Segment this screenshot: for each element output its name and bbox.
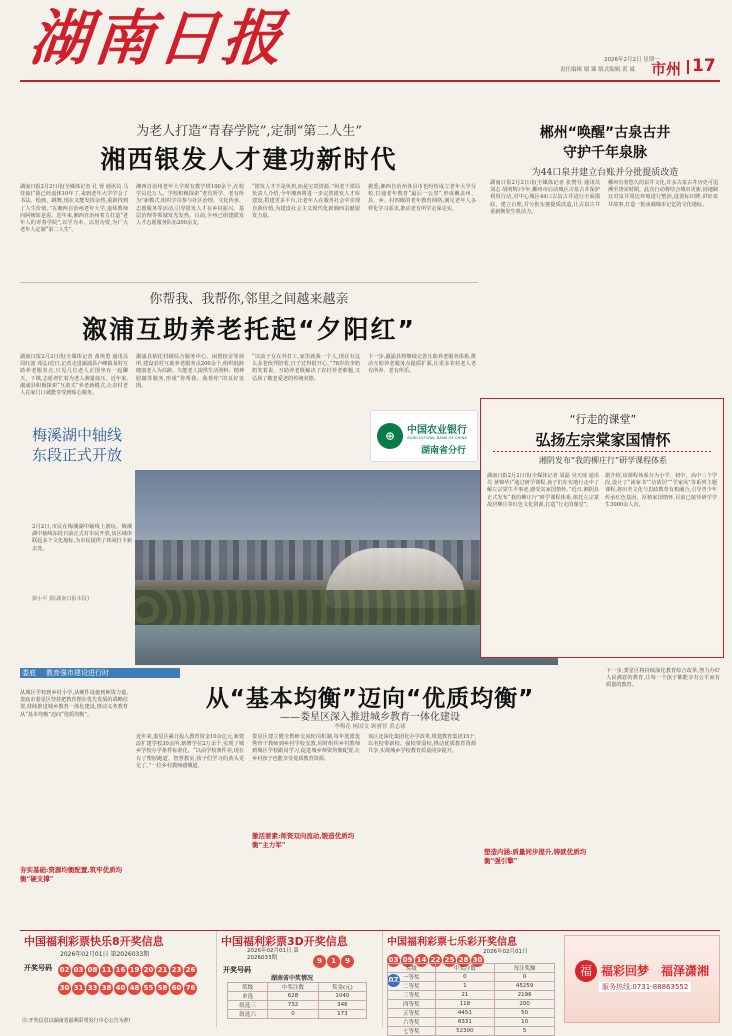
date-line: 2026年2月2日 星期一 xyxy=(604,57,660,63)
article-col: 溆浦县依托村级综合服务中心、闲置校舍等场所,建设农村互助养老服务点200余个,组织低龄健康老人为高龄、失能老人提供生活照料、精神慰藉等服务,形成“你帮我、我帮你”的良好氛围。 xyxy=(136,354,244,389)
lottery-kl8 xyxy=(20,931,208,1027)
lottery-special-ball: 07 xyxy=(387,974,400,987)
article-subhead: 激活要素:师资双向流动,锻造优质均衡“主力军” xyxy=(252,832,355,849)
band-tag: 娄底 xyxy=(22,669,36,677)
bank-name: 中国农业银行 xyxy=(407,425,467,436)
masthead-rule xyxy=(20,80,720,82)
table-row xyxy=(388,982,555,991)
rule xyxy=(20,282,478,283)
photo-credit: 摄小平 摄(湖南日报本报) xyxy=(32,596,89,602)
article-subhead: 夯实基础:资源均衡配置,筑牢优质均衡“硬支撑” xyxy=(20,866,123,883)
table-row xyxy=(228,1001,367,1010)
table-header: 中奖注数 xyxy=(435,964,495,973)
table-row xyxy=(388,991,555,1000)
lottery-strip xyxy=(20,930,720,1035)
photo-caption-block xyxy=(20,424,150,664)
table-header: 奖金(元) xyxy=(318,983,366,992)
masthead-logo: 湖南日报 xyxy=(26,4,290,74)
article-col: 近年来,娄星区累计投入教育资金10余亿元,新建改扩建学校30余所,新增学位2万余个,实现了城乡学校办学条件标准化。“以前学校条件差,现在有了塑胶跑道、智慧教室,孩子们学习的劲头更足了。”一位乡村教师感慨道。 xyxy=(136,734,244,769)
article-col: 湘西自治州老年大学现有教学班100余个,在校学员近万人。学校积极探索“老有所学、老有所为”新模式,组织学员参与社区治理、文化传承、志愿服务等活动,引导银发人才在乡村振兴、基层治理等领域发光发热。目前,全州已组建银发人才志愿服务队伍200余支。 xyxy=(136,184,244,227)
table-cell: 4451 xyxy=(435,1009,495,1018)
article-col: “银发人才不是负担,而是宝贵资源。”州老干部局负责人介绍,今年湘西将进一步完善银发人才库建设,搭建更多平台,让老年人在服务社会中实现自我价值,为建设社会主义现代化新湘西贡献银发力量。 xyxy=(252,184,360,219)
table-cell: 173 xyxy=(318,1010,366,1019)
masthead xyxy=(0,0,732,80)
table-cell: 6331 xyxy=(435,1018,495,1027)
table-cell: 45259 xyxy=(495,982,555,991)
lottery-ball: 23 xyxy=(170,964,183,977)
article-col: 娄星区建立健全教师交流轮岗机制,每年选派优秀骨干教师到乡村学校支教,同时组织乡村教师到城区学校跟岗学习,促进城乡师资均衡配置,让乡村孩子也能享受优质教育资源。 xyxy=(252,734,360,762)
lottery-ball: 55 xyxy=(142,982,155,995)
lottery-ball: 22 xyxy=(429,954,442,967)
lottery-3d xyxy=(216,931,376,1027)
lottery-ball: 58 xyxy=(156,982,169,995)
lottery-label: 开奖号码 xyxy=(24,964,52,972)
table-cell: 组选三 xyxy=(228,1001,268,1010)
table-cell: 346 xyxy=(318,1001,366,1010)
abc-logo-icon: ⊕ xyxy=(377,423,403,449)
lottery-numbers xyxy=(313,948,373,968)
article-silver-talent xyxy=(20,88,478,278)
photo-title: 东段正式开放 xyxy=(32,446,123,464)
article-subhead: 塑造内涵:质量同步提升,铸就优质均衡“强引擎” xyxy=(484,848,587,865)
photo-title: 梅溪湖中轴线 xyxy=(32,426,123,444)
table-cell: 200 xyxy=(495,1000,555,1009)
table-cell: 50 xyxy=(495,1009,555,1018)
table-cell: 0 xyxy=(268,1010,319,1019)
lottery-note: 注:开奖信息以湖南省福利彩票发行中心公告为准! xyxy=(22,1018,131,1024)
lottery-ball: 9 xyxy=(313,955,326,968)
lottery-ball: 26 xyxy=(184,964,197,977)
article-deck: 为44口泉井建立台账并分批提质改造 xyxy=(531,168,679,178)
article-col: 郴州有着悠久的泉井文化,许多古泉古井历史可追溯至唐宋时期。此次行动将结合城市更新,因地制宜对泉井周边环境进行整治,设置标识牌,讲好泉井故事,打造一批承载城市记忆的文化地标。 xyxy=(608,180,718,208)
article-deck: ——娄星区深入推进城乡教育一体化建设 xyxy=(280,712,460,723)
table-cell: 10 xyxy=(495,1018,555,1027)
article-col: 据悉,湘西自治州各县市也纷纷成立老年大学分校,打通老年教育“最后一公里”,形成覆盖州、县、乡、村四级的老年教育网络,满足老年人多样化学习需求,推动老有所学走深走实。 xyxy=(368,184,476,212)
section-band xyxy=(20,668,180,678)
lottery-ball: 02 xyxy=(58,964,71,977)
lottery-ball: 08 xyxy=(86,964,99,977)
lottery-numbers xyxy=(58,959,208,995)
table-cell: 七等奖 xyxy=(388,1027,436,1036)
article-col: 该区还深化集团化办学改革,组建教育集团15个,以名校带新校、强校带弱校,推动优质教育资源共享,实现城乡学校教育质量同步提升。 xyxy=(368,734,476,755)
table-cell: 52300 xyxy=(435,1027,495,1036)
article-kicker: 你帮我、我帮你,邻里之间越来越亲 xyxy=(149,292,349,307)
article-col: 湖南日报2月2日讯(全媒体记者 孔 蓉 通讯员 马佳茹)“我已经退休10年了,来到老年大学学会了书法、绘画、跳舞,现在又能发挥余热,重新找到了人生价值。”在湘西自治州老年大学,退休教师向阿姨如是说。近年来,湘西自治州着力打造“老年人的青春学院”,以学为本、以用为要,为广大老年人定制“第二人生”。 xyxy=(20,184,128,234)
table-cell: 五等奖 xyxy=(388,1009,436,1018)
lottery-ball: 25 xyxy=(443,954,456,967)
lottery-ad xyxy=(564,935,720,1023)
article-title: 从“基本均衡”迈向“优质均衡” xyxy=(205,686,535,712)
lottery-ball: 48 xyxy=(128,982,141,995)
table-cell: 0 xyxy=(495,973,555,982)
dotted-rule xyxy=(493,451,713,452)
table-cell: 三等奖 xyxy=(388,991,436,1000)
table-cell: 118 xyxy=(435,1000,495,1009)
lottery-ball: 11 xyxy=(100,964,113,977)
article-title: 溆浦互助养老托起“夕阳红” xyxy=(82,315,416,344)
photo-caption: 2月2日,市民在梅溪湖中轴线上游玩。梅溪湖中轴线东段日前正式对市民开放,该区域串联起多个文化地标,为市民提供了休闲打卡新去处。 xyxy=(32,524,132,552)
bank-name-en: AGRICULTURAL BANK OF CHINA xyxy=(407,435,467,440)
lottery-date: 2026年02月01日 第2026033期 xyxy=(247,948,299,961)
article-col: 湖南日报2月2日讯(全媒体记者 张赞芬 通讯员 刘志 胡明辉)今年,郴州市启动城区古泉古井保护利用行动,对中心城区44口古泉古井进行全面摸底、建立台账,并分批实施提质改造,让古泉古井重新焕发生机活力。 xyxy=(490,180,600,215)
ad-slogan: 福泽潇湘 xyxy=(661,964,710,978)
ad-brand: 福彩回梦 xyxy=(601,964,650,978)
table-header: 奖级 xyxy=(228,983,268,992)
lottery-qlc xyxy=(382,931,558,1035)
lottery-ball: 60 xyxy=(170,982,183,995)
lottery-title: 中国福利彩票3D开奖信息 xyxy=(221,935,348,948)
lottery-ball: 20 xyxy=(142,964,155,977)
table-row xyxy=(388,1018,555,1027)
article-title: 弘扬左宗棠家国情怀 xyxy=(535,431,671,449)
lottery-date: 2026年02月01日 xyxy=(483,949,528,955)
lottery-ball: 03 xyxy=(72,964,85,977)
table-cell: 628 xyxy=(268,992,319,1001)
article-zuo-zongtang xyxy=(480,398,724,658)
article-kicker: 为老人打造“青春学院”,定制“第二人生” xyxy=(136,124,362,139)
editor-line: 责任编辑 谢 臻 版式编辑 黄 诚 xyxy=(560,67,635,73)
article-ancient-wells xyxy=(490,92,720,392)
article-kicker: “行走的课堂” xyxy=(569,413,637,426)
lottery-ball: 1 xyxy=(327,955,340,968)
bank-ad xyxy=(370,410,478,462)
lottery-ball: 33 xyxy=(86,982,99,995)
fucai-logo-icon: 福 xyxy=(575,960,597,982)
band-title: 教育强市建设进行时 xyxy=(46,669,109,677)
prize-table xyxy=(387,963,555,1036)
lottery-title: 中国福利彩票七乐彩开奖信息 xyxy=(387,937,517,948)
lottery-date: 2026年02月01日 第2026033期 xyxy=(60,951,150,958)
article-col: 湖南日报2月2日讯(全媒体记者 周磊 吴天琦 通讯员 黄锦华)“通过研学课程,孩子们在实地行走中了解左宗棠生平事迹,感受其家国情怀。”近日,湘阴县正式发布“我的柳庄行”研学课程体系,依托左宗棠故居柳庄等红色文化资源,打造“行走的课堂”。 xyxy=(487,473,599,508)
table-header: 每注奖额 xyxy=(495,964,555,973)
table-cell: 0 xyxy=(435,973,495,982)
article-col: 湖南日报2月2日讯(全媒体记者 黄侠勇 通讯员 周红波 邓弘)近日,记者走进溆浦县卢峰镇某村互助养老服务点,只见几位老人正围坐在一起聊天、下棋,志愿者忙着为老人测量血压。近年来,溆浦县积极探索“互助式”养老新模式,让农村老人在家门口就能享受到贴心服务。 xyxy=(20,354,128,397)
table-cell: 组选六 xyxy=(228,1010,268,1019)
lottery-ball: 31 xyxy=(72,982,85,995)
table-row xyxy=(388,1009,555,1018)
lottery-label: 开奖号码 xyxy=(223,966,251,974)
page-number: 17 xyxy=(692,56,716,76)
lottery-title: 中国福利彩票快乐8开奖信息 xyxy=(24,935,164,948)
table-cell: 2196 xyxy=(495,991,555,1000)
table-cell: 一等奖 xyxy=(388,973,436,982)
lottery-ball: 14 xyxy=(415,954,428,967)
article-title: 郴州“唤醒”古泉古井 xyxy=(539,125,671,141)
lottery-ball: 21 xyxy=(156,964,169,977)
table-cell: 六等奖 xyxy=(388,1018,436,1027)
article-col: 据介绍,该课程体系分为小学、初中、高中三个学段,设计了“读家书”“访故居”“学家风”等系列主题课程,将历史文化与思政教育有机融合,引导青少年传承红色基因、厚植家国情怀,目前已接待研学学生3000余人次。 xyxy=(605,473,717,508)
table-cell: 二等奖 xyxy=(388,982,436,991)
table-row xyxy=(388,1027,555,1036)
table-cell: 四等奖 xyxy=(388,1000,436,1009)
table-cell: 21 xyxy=(435,991,495,1000)
bank-branch: 湖南省分行 xyxy=(421,446,467,456)
article-title: 守护千年泉脉 xyxy=(563,145,647,161)
lottery-ball: 09 xyxy=(401,954,414,967)
table-header: 中奖注数 xyxy=(268,983,319,992)
lottery-ball: 16 xyxy=(114,964,127,977)
table-header: 奖级 xyxy=(388,964,436,973)
table-cell: 5 xyxy=(495,1027,555,1036)
lottery-ball: 28 xyxy=(457,954,470,967)
lottery-ball: 76 xyxy=(184,982,197,995)
article-deck: 湘阴发布“我的柳庄行”研学课程体系 xyxy=(538,456,668,465)
lottery-table-title: 湖南省中奖情况 xyxy=(271,975,314,982)
table-cell: 732 xyxy=(268,1001,319,1010)
lottery-ball: 19 xyxy=(128,964,141,977)
table-row xyxy=(388,1000,555,1009)
table-row xyxy=(228,1010,367,1019)
table-row xyxy=(388,973,555,982)
lottery-ball: 30 xyxy=(58,982,71,995)
prize-table xyxy=(227,982,367,1019)
lottery-ball: 9 xyxy=(341,955,354,968)
article-title: 湘西银发人才建功新时代 xyxy=(100,145,398,174)
ad-hotline: 服务热线:0731-88863552 xyxy=(599,982,691,992)
article-col: 从城区学校到乡村小学,从硬件设施到师资力量,娄底市娄星区坚持把教育摆在优先发展的战略位置,持续推进城乡教育一体化建设,推动义务教育从“基本均衡”迈向“优质均衡”。 xyxy=(20,690,128,718)
table-cell: 单选 xyxy=(228,992,268,1001)
article-col: 下一步,娄星区将持续深化教育综合改革,努力办好人民满意的教育,让每一个孩子都能享有公平而有质量的教育。 xyxy=(606,668,720,689)
table-cell: 1040 xyxy=(318,992,366,1001)
lottery-ball: 03 xyxy=(387,954,400,967)
lottery-ball: 38 xyxy=(100,982,113,995)
article-col: “以前子女在外打工,家里就我一个人,现在有这么多老伙伴陪着,日子过得很开心。”78岁的李奶奶笑着说。互助养老既解决了农村养老难题,又弘扬了敬老爱老的传统美德。 xyxy=(252,354,360,382)
section-name: 市州 xyxy=(651,60,682,78)
lottery-ball: 30 xyxy=(471,954,484,967)
lottery-ball: 40 xyxy=(114,982,127,995)
table-row xyxy=(228,992,367,1001)
article-col: 下一步,溆浦县将继续完善互助养老服务体系,推动互助养老服务点提质扩面,让更多农村老人老有所养、老有所乐。 xyxy=(368,354,476,375)
section-divider xyxy=(687,60,689,74)
article-byline: 李梅花 杨国文 顾睿智 黄志球 xyxy=(334,724,406,730)
table-cell: 1 xyxy=(435,982,495,991)
